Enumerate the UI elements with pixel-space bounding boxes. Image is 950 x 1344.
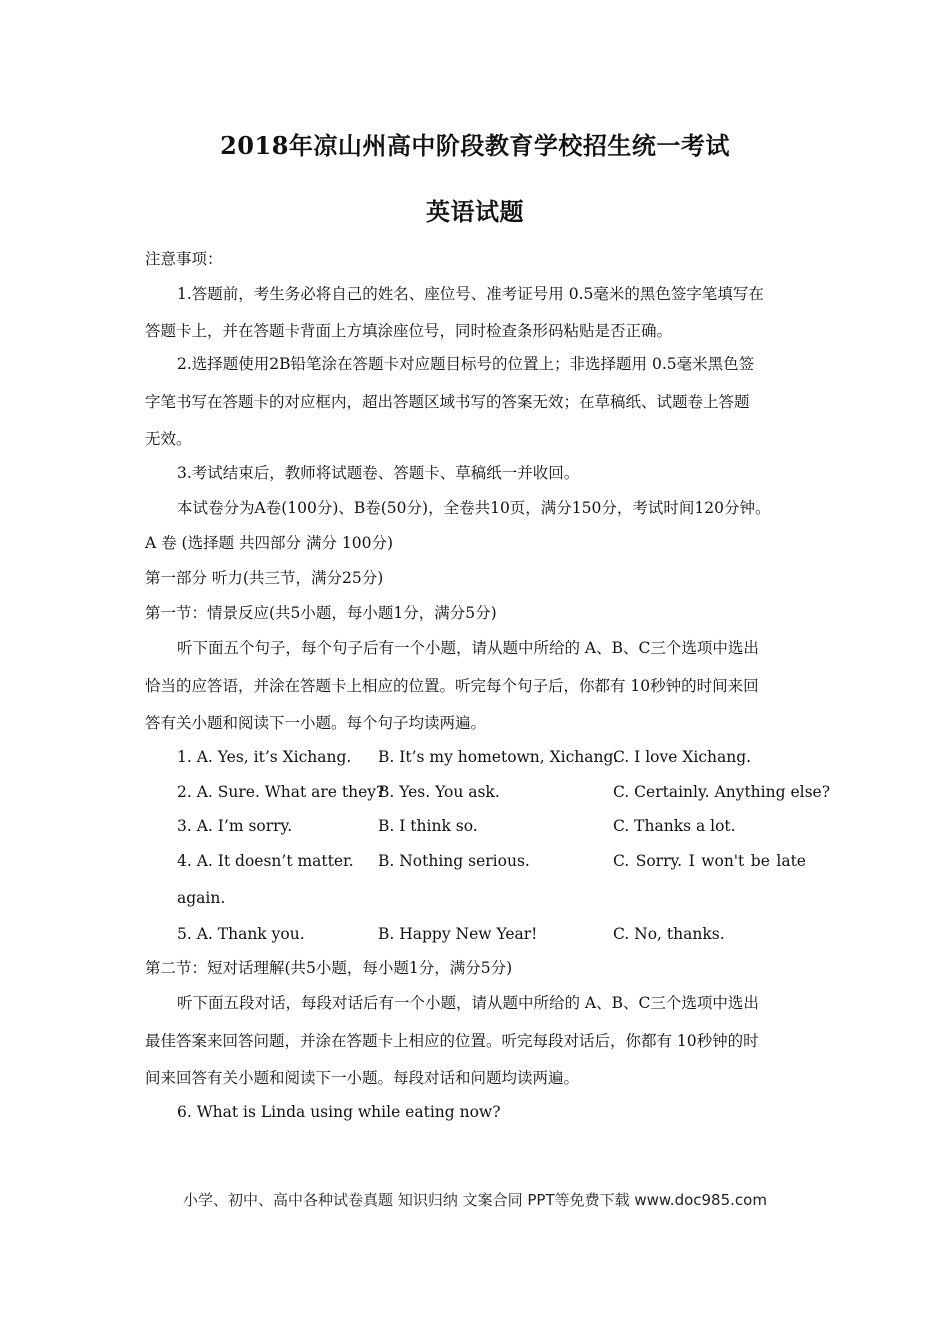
q3-option-b: B. I think so.: [378, 817, 478, 835]
section-2-instruction-1: 听下面五段对话，每段对话后有一个小题，请从题中所给的 A、B、C三个选项中选出: [177, 994, 759, 1012]
section-2-heading: 第二节：短对话理解(共5小题，每小题1分，满分5分): [145, 959, 513, 977]
q5-option-b: B. Happy New Year!: [378, 925, 538, 943]
q3-option-a: 3. A. I’m sorry.: [177, 817, 293, 835]
section-2-instruction-2: 最佳答案来回答问题，并涂在答题卡上相应的位置。听完每段对话后，你都有 10秒钟的时: [145, 1032, 759, 1050]
q4-option-c: [613, 850, 806, 872]
notice-4: 本试卷分为A卷(100分)、B卷(50分)，全卷共10页，满分150分，考试时间120分钟。: [177, 499, 771, 517]
q4-option-c-word: won't: [701, 852, 745, 870]
section-1-instruction-1: 听下面五个句子，每个句子后有一个小题，请从题中所给的 A、B、C三个选项中选出: [177, 639, 759, 657]
q1-option-a: 1. A. Yes, it’s Xichang.: [177, 748, 352, 766]
question-6: 6. What is Linda using while eating now?: [177, 1103, 501, 1121]
notice-2-line-2: 字笔书写在答题卡的对应框内，超出答题区域书写的答案无效；在草稿纸、试题卷上答题: [145, 393, 750, 411]
section-1-heading: 第一节：情景反应(共5小题，每小题1分，满分5分): [145, 604, 497, 622]
q2-option-b: B. Yes. You ask.: [378, 783, 500, 801]
q2-option-a: 2. A. Sure. What are they?: [177, 783, 385, 801]
notice-1-line-1: 1.答题前，考生务必将自己的姓名、座位号、准考证号用 0.5毫米的黑色签字笔填写在: [177, 285, 764, 303]
q4-option-c-wrap: again.: [177, 889, 226, 907]
notice-heading: 注意事项：: [145, 250, 223, 268]
section-1-instruction-2: 恰当的应答语，并涂在答题卡上相应的位置。听完每个句子后，你都有 10秒钟的时间来回: [145, 677, 759, 695]
q4-option-c-word: late: [776, 852, 806, 870]
notice-3: 3.考试结束后，教师将试题卷、答题卡、草稿纸一并收回。: [177, 464, 580, 482]
q4-option-c-word: Sorry.: [635, 852, 683, 870]
q4-option-c-word: I: [688, 852, 695, 870]
q5-option-a: 5. A. Thank you.: [177, 925, 305, 943]
q4-option-c-word: be: [750, 852, 770, 870]
notice-2-line-1: 2.选择题使用2B铅笔涂在答题卡对应题目标号的位置上；非选择题用 0.5毫米黑色签: [177, 355, 755, 373]
q5-option-c: C. No, thanks.: [613, 925, 725, 943]
section-1-instruction-3: 答有关小题和阅读下一小题。每个句子均读两遍。: [145, 714, 487, 732]
q1-option-b: B. It’s my hometown, Xichang.: [378, 748, 619, 766]
notice-2-line-3: 无效。: [145, 430, 192, 448]
exam-subtitle: 英语试题: [426, 197, 524, 226]
q4-option-c-word: C.: [613, 852, 630, 870]
section-2-instruction-3: 间来回答有关小题和阅读下一小题。每段对话和问题均读两遍。: [145, 1069, 580, 1087]
part-a-heading: A 卷 (选择题 共四部分 满分 100分): [145, 534, 394, 552]
notice-1-line-2: 答题卡上，并在答题卡背面上方填涂座位号，同时检查条形码粘贴是否正确。: [145, 322, 673, 340]
q3-option-c: C. Thanks a lot.: [613, 817, 736, 835]
part-1-heading: 第一部分 听力(共三节，满分25分): [145, 569, 384, 587]
page-footer: 小学、初中、高中各种试卷真题 知识归纳 文案合同 PPT等免费下载 www.doc985.com: [183, 1191, 767, 1209]
exam-title: 2018年凉山州高中阶段教育学校招生统一考试: [220, 131, 730, 160]
q4-option-a: 4. A. It doesn’t matter.: [177, 852, 354, 870]
q4-option-b: B. Nothing serious.: [378, 852, 530, 870]
q2-option-c: C. Certainly. Anything else?: [613, 783, 831, 801]
q1-option-c: C. I love Xichang.: [613, 748, 752, 766]
